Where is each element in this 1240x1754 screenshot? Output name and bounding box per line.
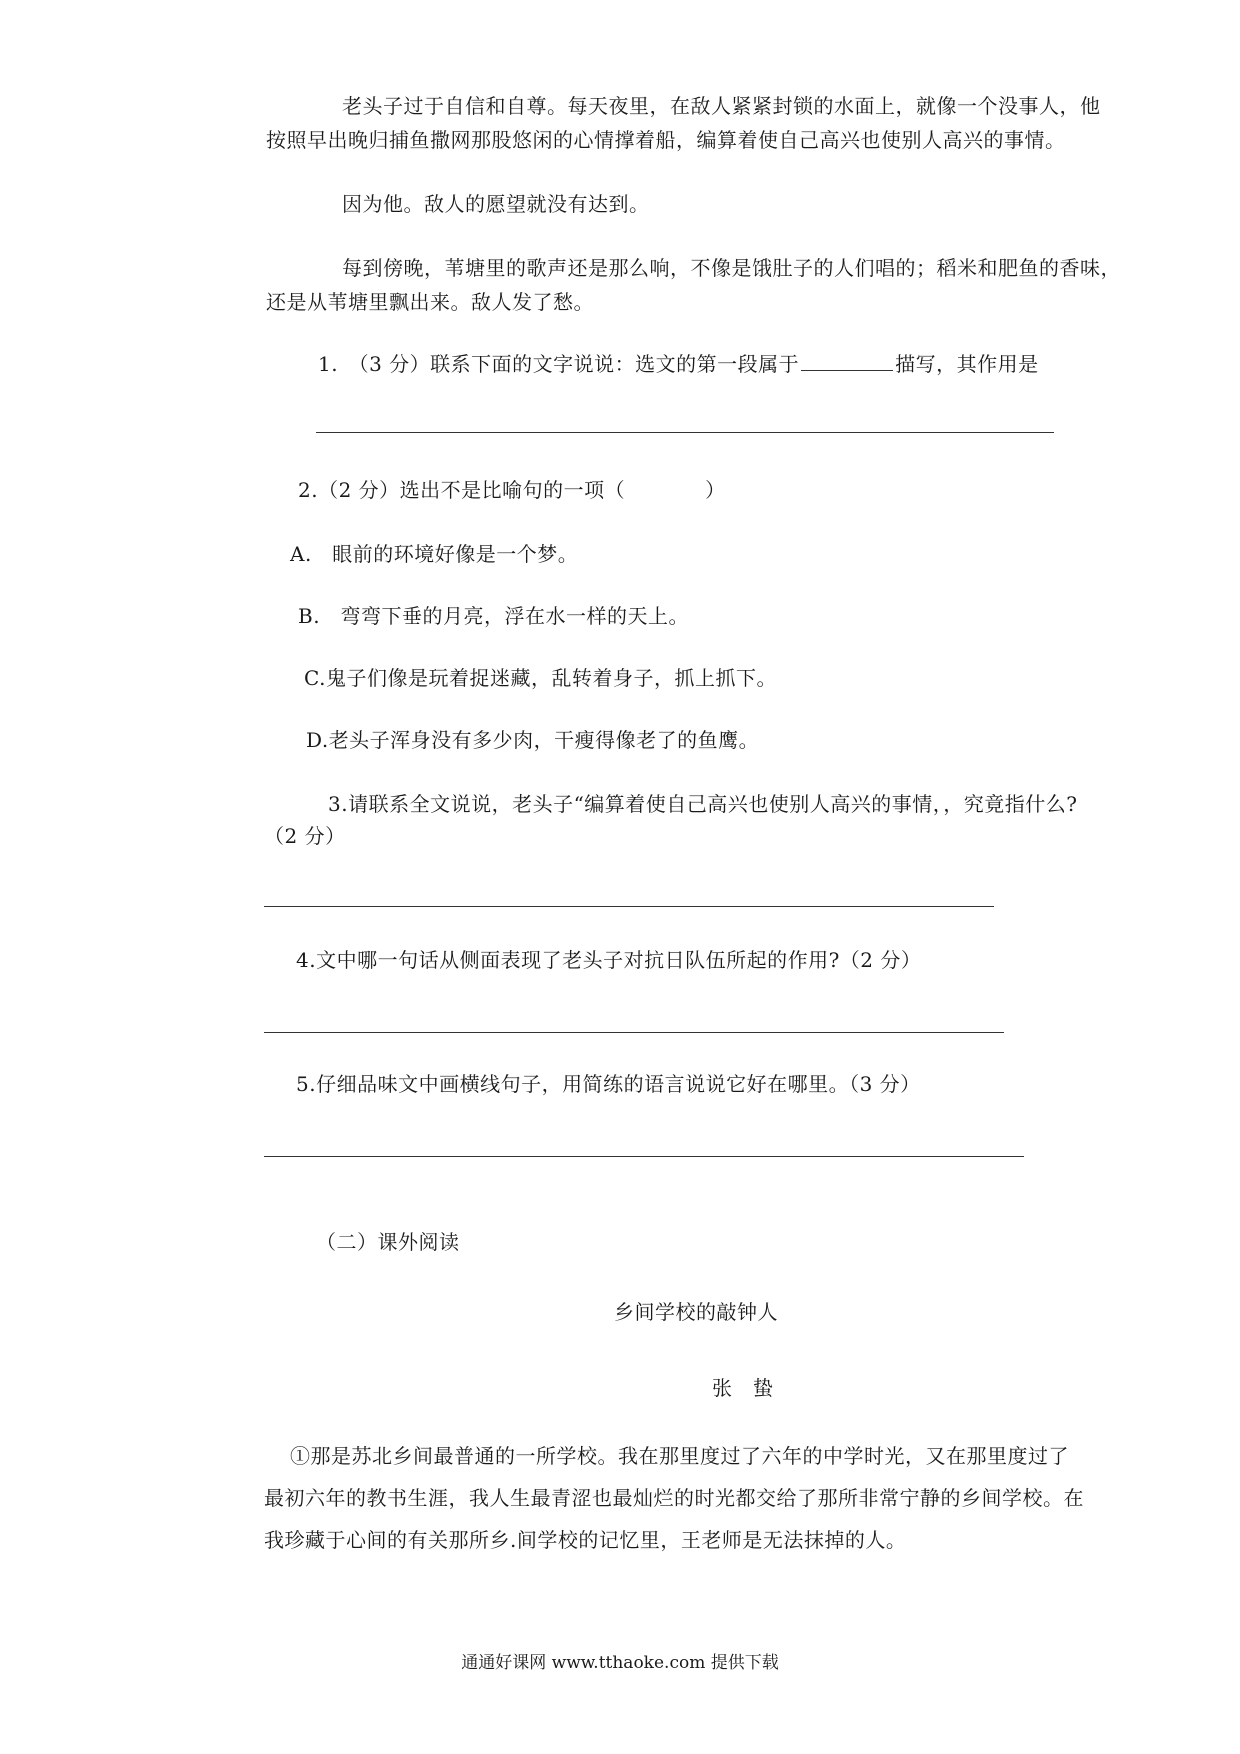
question-2-option-a: A. 眼前的环境好像是一个梦。 [290,542,579,566]
article-author: 张 蛰 [712,1376,774,1400]
passage-paragraph-2: 因为他。敌人的愿望就没有达到。 [342,192,650,216]
article-paragraph-1-line-2: 最初六年的教书生涯，我人生最青涩也最灿烂的时光都交给了那所非常宁静的乡间学校。在 [264,1486,1084,1510]
question-2-option-b: B. 弯弯下垂的月亮，浮在水一样的天上。 [298,604,690,628]
question-4: 4.文中哪一句话从侧面表现了老头子对抗日队伍所起的作用?（2 分） [296,948,922,972]
question-2-prefix: 2.（2 分）选出不是比喻句的一项（ [298,478,626,502]
section-2-heading: （二）课外阅读 [316,1230,460,1254]
question-5: 5.仔细品味文中画横线句子，用简练的语言说说它好在哪里。（3 分） [296,1072,921,1096]
question-2 [298,476,726,504]
question-1-fill-blank[interactable] [801,350,893,371]
question-4-answer-line[interactable] [264,1032,1004,1033]
page-footer: 通通好课网 www.tthaoke.com 提供下载 [461,1653,779,1673]
question-2-option-c: C.鬼子们像是玩着捉迷藏，乱转着身子，抓上抓下。 [304,666,777,690]
passage-paragraph-3-line-2: 还是从苇塘里飘出来。敌人发了愁。 [266,290,594,314]
question-5-answer-line[interactable] [264,1156,1024,1157]
passage-paragraph-3-line-1: 每到傍晚，苇塘里的歌声还是那么响，不像是饿肚子的人们唱的；稻米和肥鱼的香味， [342,256,1121,280]
question-2-option-d: D.老头子浑身没有多少肉，干瘦得像老了的鱼鹰。 [306,728,760,752]
article-paragraph-1-line-1: ①那是苏北乡间最普通的一所学校。我在那里度过了六年的中学时光，又在那里度过了 [290,1444,1069,1468]
passage-paragraph-1-line-2: 按照早出晚归捕鱼撒网那股悠闲的心情撑着船，编算着使自己高兴也使别人高兴的事情。 [266,128,1066,152]
question-1 [318,350,1039,378]
question-2-suffix: ） [705,478,726,502]
question-3-line-2: （2 分） [264,824,346,848]
article-title: 乡间学校的敲钟人 [614,1300,778,1324]
article-paragraph-1-line-3: 我珍藏于心间的有关那所乡.间学校的记忆里，王老师是无法抹掉的人。 [264,1528,907,1552]
question-1-prefix: 1. （3 分）联系下面的文字说说：选文的第一段属于 [318,352,800,376]
question-1-answer-line[interactable] [316,432,1054,433]
question-3-answer-line[interactable] [264,906,994,907]
passage-paragraph-1-line-1: 老头子过于自信和自尊。每天夜里，在敌人紧紧封锁的水面上，就像一个没事人，他 [342,94,1101,118]
question-1-suffix: 描写，其作用是 [895,352,1039,376]
question-3-line-1: 3.请联系全文说说，老头子“编算着使自己高兴也使别人高兴的事情，，究竟指什么? [328,792,1078,816]
